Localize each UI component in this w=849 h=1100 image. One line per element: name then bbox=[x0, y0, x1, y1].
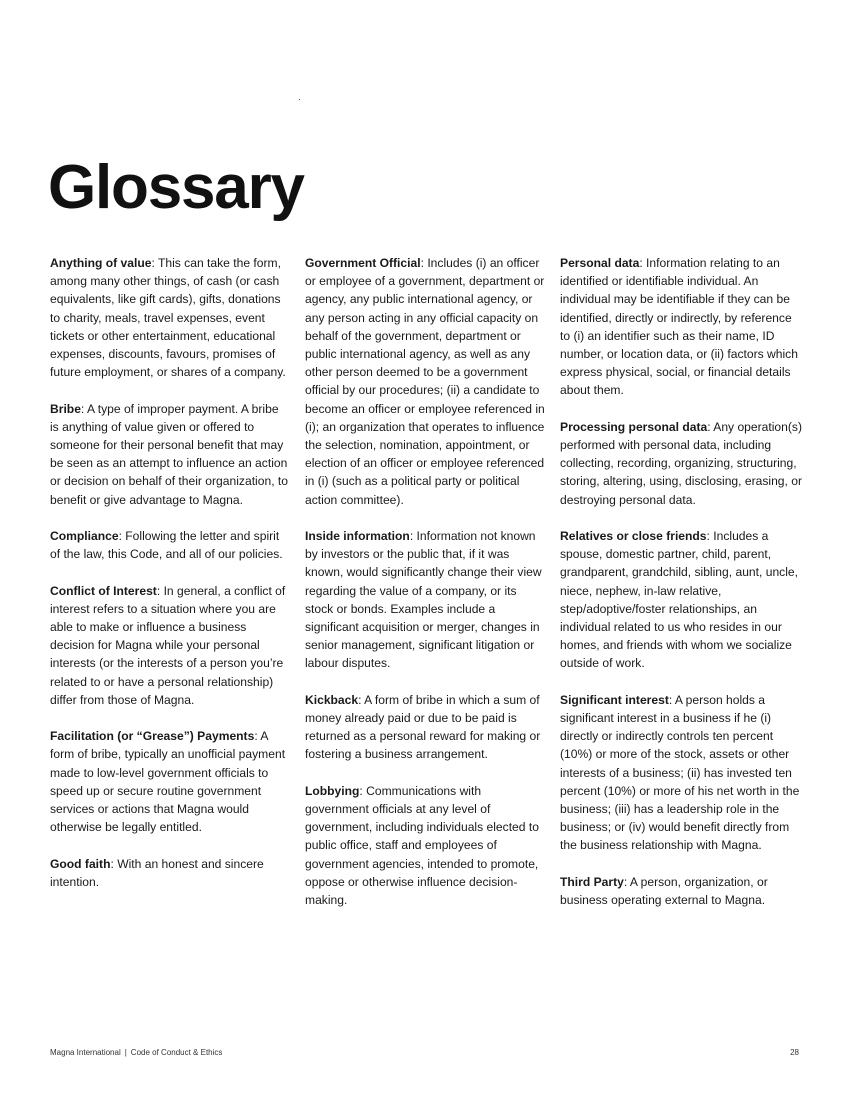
glossary-term: Bribe bbox=[50, 401, 81, 416]
glossary-term: Good faith bbox=[50, 856, 111, 871]
glossary-definition: : This can take the form, among many other things, of cash (or cash equivalents, like gift cards), gifts, donations to charity, meals, travel expenses, event tickets or other entertainment, educational expenses, discounts, favours, promises of future employment, or shares of a company. bbox=[50, 256, 286, 380]
glossary-term: Kickback bbox=[305, 692, 359, 707]
glossary-entry bbox=[50, 254, 290, 381]
stray-dot bbox=[299, 99, 300, 100]
glossary-definition: : In general, a conflict of interest refers to a situation where you are able to make or influence a business decision for Magna while your personal interests (or the interests of a person you’re related to or have a personal relationship) differ from those of Magna. bbox=[50, 583, 286, 707]
glossary-entry bbox=[50, 527, 290, 563]
glossary-entry bbox=[305, 254, 545, 509]
glossary-term: Facilitation (or “Grease”) Payments bbox=[50, 729, 255, 744]
glossary-term: Personal data bbox=[560, 256, 640, 270]
glossary-definition: : A person, organization, or business operating external to Magna. bbox=[560, 874, 768, 908]
glossary-definition: : A person holds a significant interest in a business if he (i) directly or indirectly controls ten percent (10%) or more of the stock, assets or other interests of a business; (ii) has invested ten percent (10%) or more of his net worth in the business; (iii) has a leadership role in the business; or (iv) would benefit directly from the business relationship with Magna. bbox=[560, 692, 800, 853]
glossary-entry bbox=[50, 855, 290, 891]
footer-document: Code of Conduct & Ethics bbox=[130, 1048, 223, 1057]
page-title: Glossary bbox=[48, 153, 304, 222]
glossary-term: Processing personal data bbox=[560, 419, 708, 434]
glossary-definition: : With an honest and sincere intention. bbox=[50, 856, 264, 889]
glossary-entry bbox=[560, 691, 804, 855]
glossary-entry bbox=[305, 691, 545, 764]
footer-company: Magna International bbox=[50, 1048, 121, 1057]
glossary-definition: : Includes (i) an officer or employee of a government, department or agency, any public international agency, or any person acting in any official capacity on behalf of the government, department or public international agency, as well as any other person deemed to be a government official by our procedures; (ii) a candidate to become an officer or employee referenced in (i); an organization that operates to influence the selection, nomination, appointment, or election of an officer or employee referenced in (i) (such as a political party or political action committee). bbox=[305, 256, 545, 507]
glossary-definition: : Following the letter and spirit of the law, this Code, and all of our policies. bbox=[50, 529, 283, 562]
glossary-definition: : A form of bribe, typically an unofficial payment made to low-level government officials to speed up or secure routine government services or actions that Magna would otherwise be legally entitled. bbox=[50, 729, 286, 835]
glossary-definition: : Includes a spouse, domestic partner, child, parent, grandparent, grandchild, sibling, aunt, uncle, niece, nephew, in-law relative, step/adoptive/foster relationships, an individual related to us who resides in our homes, and friends with whom we socialize outside of work. bbox=[560, 529, 799, 671]
glossary-term: Anything of value bbox=[50, 256, 152, 270]
glossary-entry bbox=[305, 527, 545, 673]
glossary-entry bbox=[50, 400, 290, 509]
glossary-term: Relatives or close friends bbox=[560, 529, 707, 544]
glossary-entry bbox=[560, 527, 804, 673]
footer-separator: | bbox=[124, 1048, 127, 1057]
glossary-term: Significant interest bbox=[560, 692, 669, 707]
glossary-entry bbox=[50, 582, 290, 709]
glossary-column-2 bbox=[305, 254, 545, 927]
glossary-definition: : A type of improper payment. A bribe is anything of value given or offered to someone for their personal benefit that may be seen as an attempt to influence an action or decision on behalf of their organization, to benefit or give advantage to Magna. bbox=[50, 401, 288, 507]
glossary-definition: : A form of bribe in which a sum of money already paid or due to be paid is returned as a personal reward for making or fostering a business arrangement. bbox=[305, 692, 541, 762]
glossary-term: Government Official bbox=[305, 256, 421, 270]
glossary-entry bbox=[560, 254, 804, 400]
glossary-entry bbox=[305, 782, 545, 909]
glossary-definition: : Any operation(s) performed with personal data, including collecting, recording, organizing, structuring, storing, altering, using, disclosing, erasing, or destroying personal data. bbox=[560, 419, 802, 507]
glossary-definition: : Communications with government officials at any level of government, including individuals elected to public office, staff and employees of government agencies, intended to promote, oppose or otherwise influence decision-making. bbox=[305, 783, 539, 908]
glossary-term: Third Party bbox=[560, 874, 624, 889]
page-number: 28 bbox=[790, 1048, 799, 1057]
glossary-definition: : Information relating to an identified or identifiable individual. An individual may be identifiable if they can be identified, directly or indirectly, by reference to (i) an identifier such as their name, ID number, or location data, or (ii) factors which express physical, social, or financial details about them. bbox=[560, 256, 798, 398]
glossary-term: Inside information bbox=[305, 529, 410, 544]
glossary-entry bbox=[560, 873, 804, 909]
glossary-term: Compliance bbox=[50, 529, 119, 544]
footer bbox=[50, 1048, 222, 1057]
glossary-entry bbox=[560, 418, 804, 509]
glossary-entry bbox=[50, 727, 290, 836]
glossary-term: Lobbying bbox=[305, 783, 360, 798]
glossary-definition: : Information not known by investors or the public that, if it was known, would significantly change their view regarding the value of a company, or its stock or bonds. Examples include a significant acquisition or merger, changes in senior management, significant litigation or labour disputes. bbox=[305, 529, 542, 671]
glossary-term: Conflict of Interest bbox=[50, 583, 157, 598]
glossary-column-1 bbox=[50, 254, 290, 909]
glossary-column-3 bbox=[560, 254, 804, 927]
